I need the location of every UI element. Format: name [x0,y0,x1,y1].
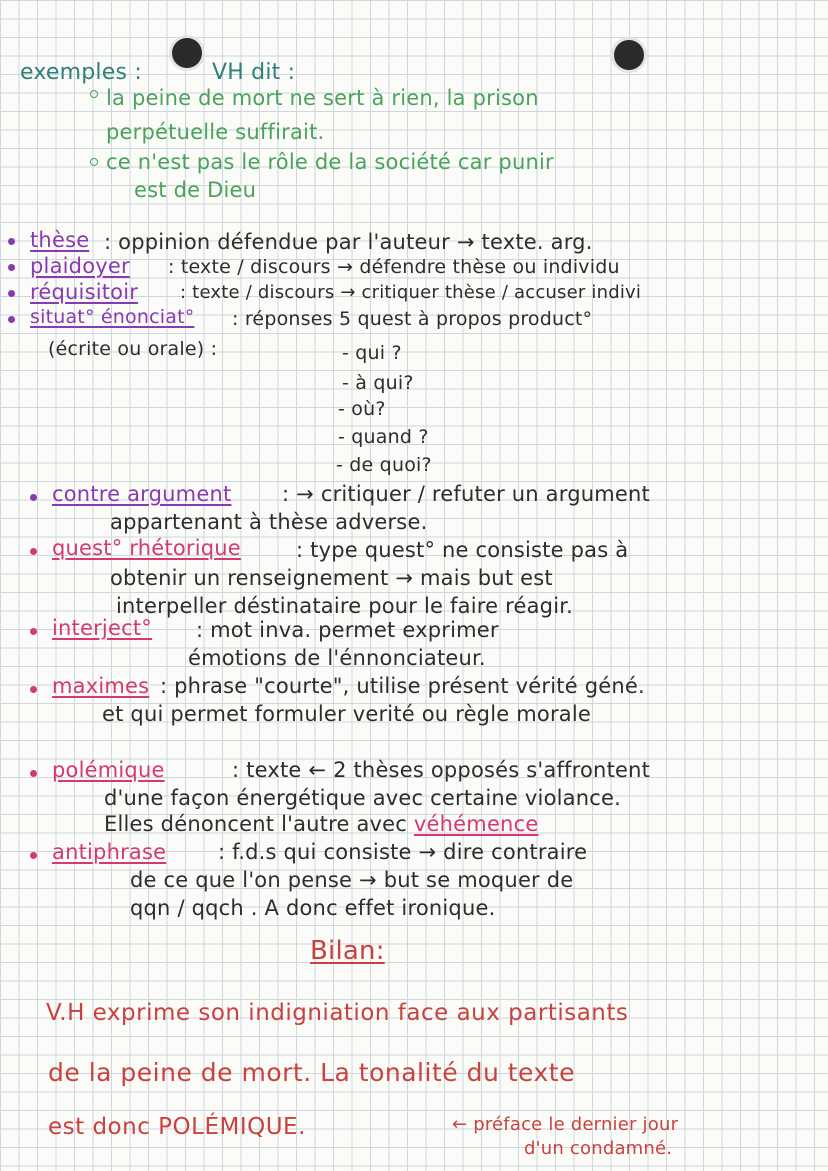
maximes-line-2: et qui permet formuler verité ou règle morale [102,702,592,726]
bullet-plaidoyer [8,264,15,271]
contre-argument-term: contre argument [52,482,232,506]
question-rhetorique-line-2: obtenir un renseignement → mais but est [110,566,553,590]
polemique-line-3 [104,814,538,835]
bilan-note-2: d'un condamné. [524,1138,673,1159]
maximes-definition: : phrase "courte", utilise présent vérité géné. [160,674,645,698]
bilan-line-3: est donc POLÉMIQUE. [48,1114,306,1140]
vh-dit: VH dit : [212,60,296,85]
question-qui: - qui ? [342,342,402,364]
bullet-situation [8,316,15,323]
polemique-line-3-text: Elles dénoncent l'autre avec [104,812,414,836]
bullet-antiphrase [30,852,37,859]
example-2-line-2: est de Dieu [134,178,257,202]
bullet-interjection [30,628,37,635]
question-de-quoi: - de quoi? [336,454,432,476]
bilan-line-1: V.H exprime son indigniation face aux partisants [46,1000,629,1026]
example-bullet-2 [90,158,98,166]
example-bullet-1 [90,90,98,98]
bullet-polemique [30,770,37,777]
situation-definition: : réponses 5 quest à propos product° [232,308,593,330]
interjection-definition: : mot inva. permet exprimer [196,618,499,642]
example-2-line-1: ce n'est pas le rôle de la société car punir [106,150,554,174]
bullet-these [8,238,15,245]
antiphrase-line-3: qqn / qqch . A donc effet ironique. [130,896,496,920]
example-1-line-2: perpétuelle suffirait. [106,120,325,144]
bullet-requisitoir [8,290,15,297]
contre-argument-definition: : → critiquer / refuter un argument [282,482,650,506]
question-rhetorique-line-3: interpeller déstinataire pour le faire réagir. [116,594,574,618]
bullet-contre-argument [30,494,37,501]
bilan-note-1: ← préface le dernier jour [452,1114,679,1135]
bullet-maximes [30,686,37,693]
examples-label: exemples : [20,60,142,85]
binder-hole-right [614,40,644,70]
bilan-title: Bilan: [310,936,385,966]
question-a-qui: - à qui? [342,372,414,394]
polemique-definition: : texte ← 2 thèses opposés s'affrontent [232,758,651,782]
bilan-line-2: de la peine de mort. La tonalité du texte [48,1058,575,1087]
antiphrase-definition: : f.d.s qui consiste → dire contraire [218,840,588,864]
question-quand: - quand ? [338,426,429,448]
plaidoyer-term: plaidoyer [30,254,130,278]
plaidoyer-definition: : texte / discours → défendre thèse ou individu [168,256,620,278]
these-term: thèse [30,228,90,252]
situation-line-2: (écrite ou orale) : [48,338,218,360]
bullet-question-rhetorique [30,548,37,555]
requisitoir-definition: : texte / discours → critiquer thèse / accuser indivi [180,282,642,303]
interjection-term: interject° [52,616,152,640]
vehemence-word: véhémence [413,812,539,836]
question-rhetorique-definition: : type quest° ne consiste pas à [296,538,629,562]
binder-hole-left [172,38,202,68]
antiphrase-term: antiphrase [52,840,167,864]
these-definition: : oppinion défendue par l'auteur → texte. arg. [104,230,593,254]
question-rhetorique-term: quest° rhétorique [52,536,241,560]
requisitoir-term: réquisitoir [30,280,139,304]
polemique-line-2: d'une façon énergétique avec certaine violance. [104,786,621,810]
interjection-line-2: émotions de l'énnonciateur. [188,646,486,670]
example-1-line-1: la peine de mort ne sert à rien, la prison [106,86,539,110]
polemique-term: polémique [52,758,165,782]
question-ou: - où? [338,398,386,420]
maximes-term: maximes [52,674,150,698]
contre-argument-line-2: appartenant à thèse adverse. [110,510,428,534]
situation-term: situat° énonciat° [30,306,195,328]
antiphrase-line-2: de ce que l'on pense → but se moquer de [130,868,574,892]
